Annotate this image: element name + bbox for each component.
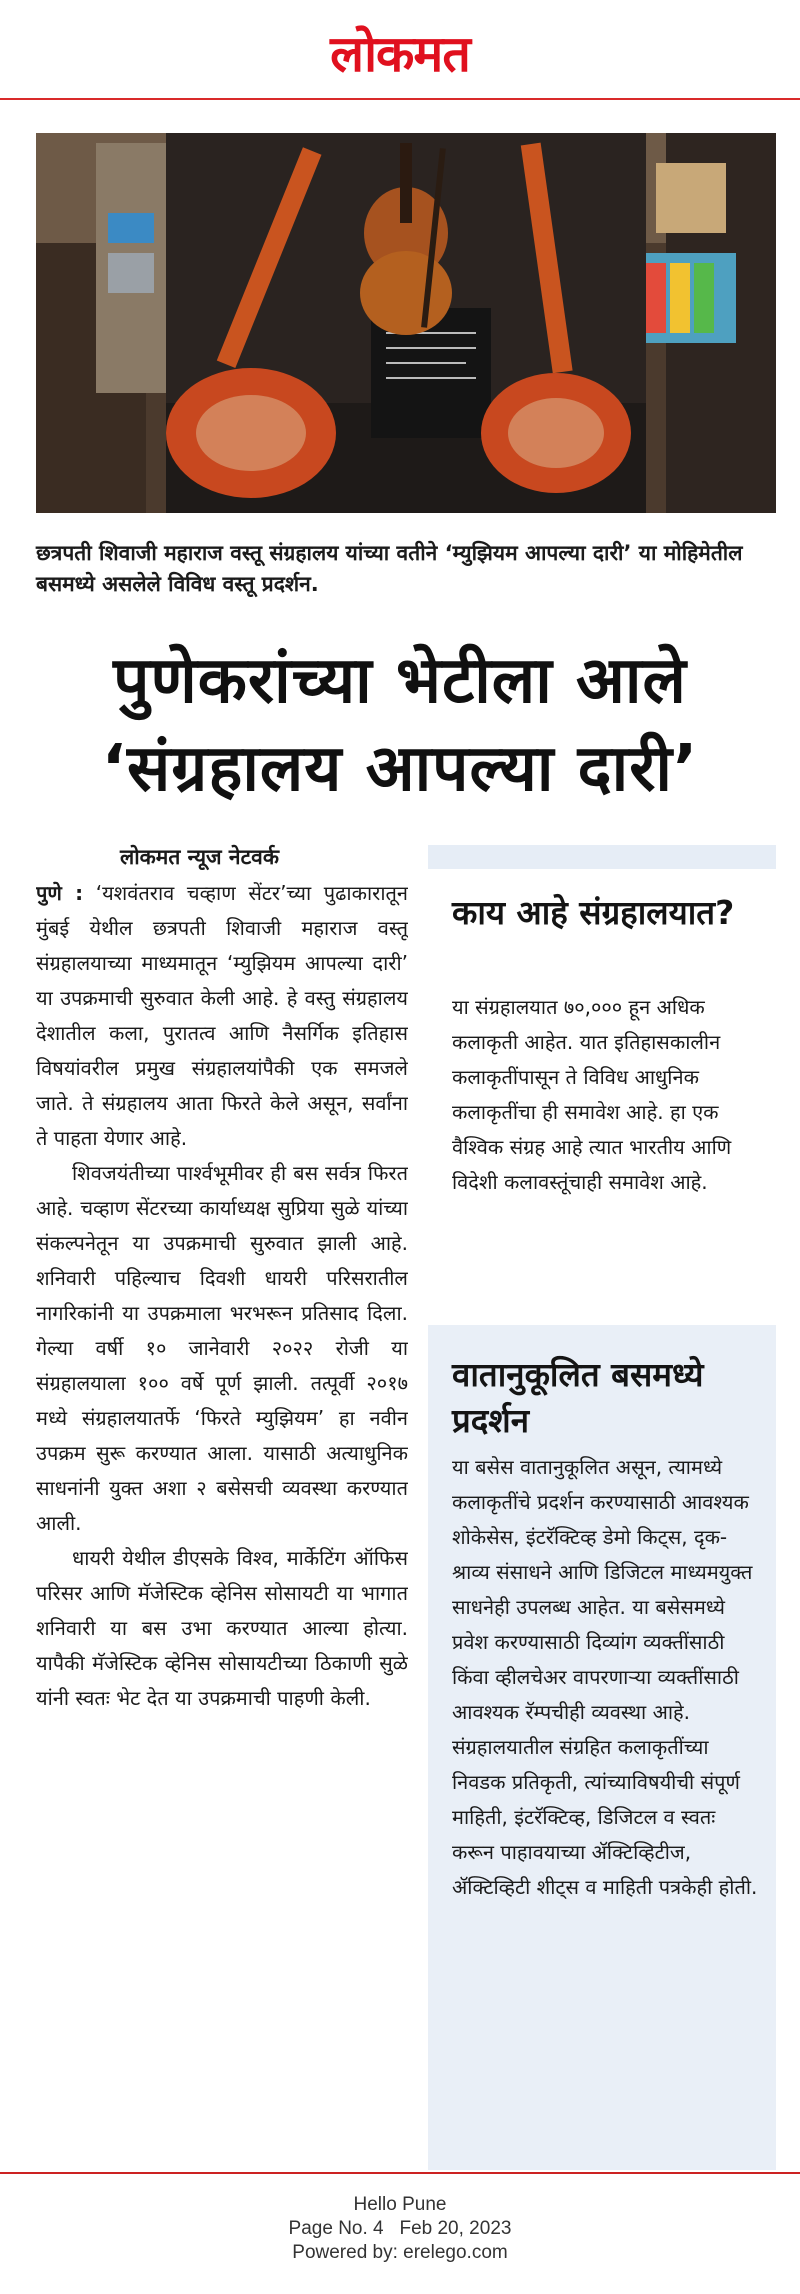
sidebar-2-heading: वातानुकूलित बसमध्ये प्रदर्शन bbox=[452, 1355, 704, 1440]
sidebar-1-text: या संग्रहालयात ७०,००० हून अधिक कलाकृती आहेत. यात इतिहासकालीन कलाकृतींपासून ते विविध आधुनिक कलाकृतींचा ही समावेश आहे. हा एक वैश्विक संग्रह आहे त्यात भारतीय आणि विदेशी कलावस्तूंचाही समावेश आहे. bbox=[452, 995, 732, 1194]
article-paragraph-2: शिवजयंतीच्या पार्श्वभूमीवर ही बस सर्वत्र फिरत आहे. चव्हाण सेंटरच्या कार्याध्यक्ष सुप्रिया सुळे यांच्या संकल्पनेतून या उपक्रमाची सुरुवात झाली आहे. शनिवारी पहिल्याच दिवशी धायरी परिसरातील नागरिकांनी या उपक्रमाला भरभरून प्रतिसाद दिला. गेल्या वर्षी १० जानेवारी २०२२ रोजी या संग्रहालयाला १०० वर्षे पूर्ण झाली. तत्पूर्वी २०१७ मध्ये संग्रहालयातर्फे ‘फिरते म्युझियम’ हा नवीन उपक्रम सुरू करण्यात आला. यासाठी अत्याधुनिक साधनांनी युक्त अशा २ बसेसची व्यवस्था करण्यात आली. bbox=[36, 1161, 408, 1535]
page-number: Page No. 4 bbox=[288, 2218, 384, 2239]
page-info bbox=[0, 2217, 800, 2241]
headline-line-1: पुणेकरांच्या भेटीला आले bbox=[113, 644, 687, 718]
powered-by: Powered by: erelego.com bbox=[292, 2242, 508, 2263]
paragraph-1-text: ‘यशवंतराव चव्हाण सेंटर’च्या पुढाकारातून मुंबई येथील छत्रपती शिवाजी महाराज वस्तू संग्रहालयाच्या माध्यमातून ‘म्युझियम आपल्या दारी’ या उपक्रमाची सुरुवात केली आहे. हे वस्तु संग्रहालय देशातील कला, पुरातत्व आणि नैसर्गिक इतिहास विषयांवरील प्रमुख संग्रहालयांपैकी एक समजले जाते. ते संग्रहालय आता फिरते केले असून, सर्वांना ते पाहता येणार आहे. bbox=[36, 881, 408, 1150]
edition-name: Hello Pune bbox=[353, 2194, 447, 2215]
headline-line-2: ‘संग्रहालय आपल्या दारी’ bbox=[101, 732, 699, 806]
publish-date: Feb 20, 2023 bbox=[399, 2218, 512, 2239]
sidebar-top-band bbox=[428, 845, 776, 869]
sidebar-1-heading: काय आहे संग्रहालयात? bbox=[452, 893, 735, 932]
article-photo bbox=[36, 133, 776, 513]
byline: लोकमत न्यूज नेटवर्क bbox=[120, 845, 279, 869]
footer-rule bbox=[0, 2172, 800, 2174]
page-footer bbox=[0, 2193, 800, 2265]
sidebar-2-text: या बसेस वातानुकूलित असून, त्यामध्ये कलाकृतींचे प्रदर्शन करण्यासाठी आवश्यक शोकेसेस, इंटरॅक्टिव्ह डेमो किट्स, दृक-श्राव्य संसाधने आणि डिजिटल माध्यमयुक्त साधनेही उपलब्ध आहेत. या बसेसमध्ये प्रवेश करण्यासाठी दिव्यांग व्यक्तींसाठी किंवा व्हीलचेअर वापरणाऱ्या व्यक्तींसाठी आवश्यक रॅम्पचीही व्यवस्था आहे. संग्रहालयातील संग्रहित कलाकृतींच्या निवडक प्रतिकृती, त्यांच्याविषयीची संपूर्ण माहिती, इंटरॅक्टिव्ह, डिजिटल व स्वतः करून पाहावयाच्या ॲक्टिव्हिटीज, ॲक्टिव्हिटी शीट्स व माहिती पत्रकेही होती. bbox=[452, 1455, 758, 1899]
article-paragraph-3: धायरी येथील डीएसके विश्व, मार्केटिंग ऑफिस परिसर आणि मॅजेस्टिक व्हेनिस सोसायटी या भागात शनिवारी या बस उभा करण्यात आल्या होत्या. यापैकी मॅजेस्टिक व्हेनिस सोसायटीच्या ठिकाणी सुळे यांनी स्वतः भेट देत या उपक्रमाची पाहणी केली. bbox=[36, 1546, 408, 1710]
article-paragraph-1 bbox=[36, 876, 408, 1156]
masthead-rule bbox=[0, 98, 800, 100]
photo-caption: छत्रपती शिवाजी महाराज वस्तू संग्रहालय यांच्या वतीने ‘म्युझियम आपल्या दारी’ या मोहिमेतील बसमध्ये असलेले विविध वस्तू प्रदर्शन. bbox=[36, 541, 743, 596]
masthead bbox=[0, 0, 800, 100]
musical-instruments-display-image bbox=[36, 133, 776, 513]
dateline: पुणे : bbox=[36, 881, 84, 905]
article-body bbox=[36, 876, 408, 2110]
lokmat-logo: लोकमत bbox=[330, 24, 470, 83]
